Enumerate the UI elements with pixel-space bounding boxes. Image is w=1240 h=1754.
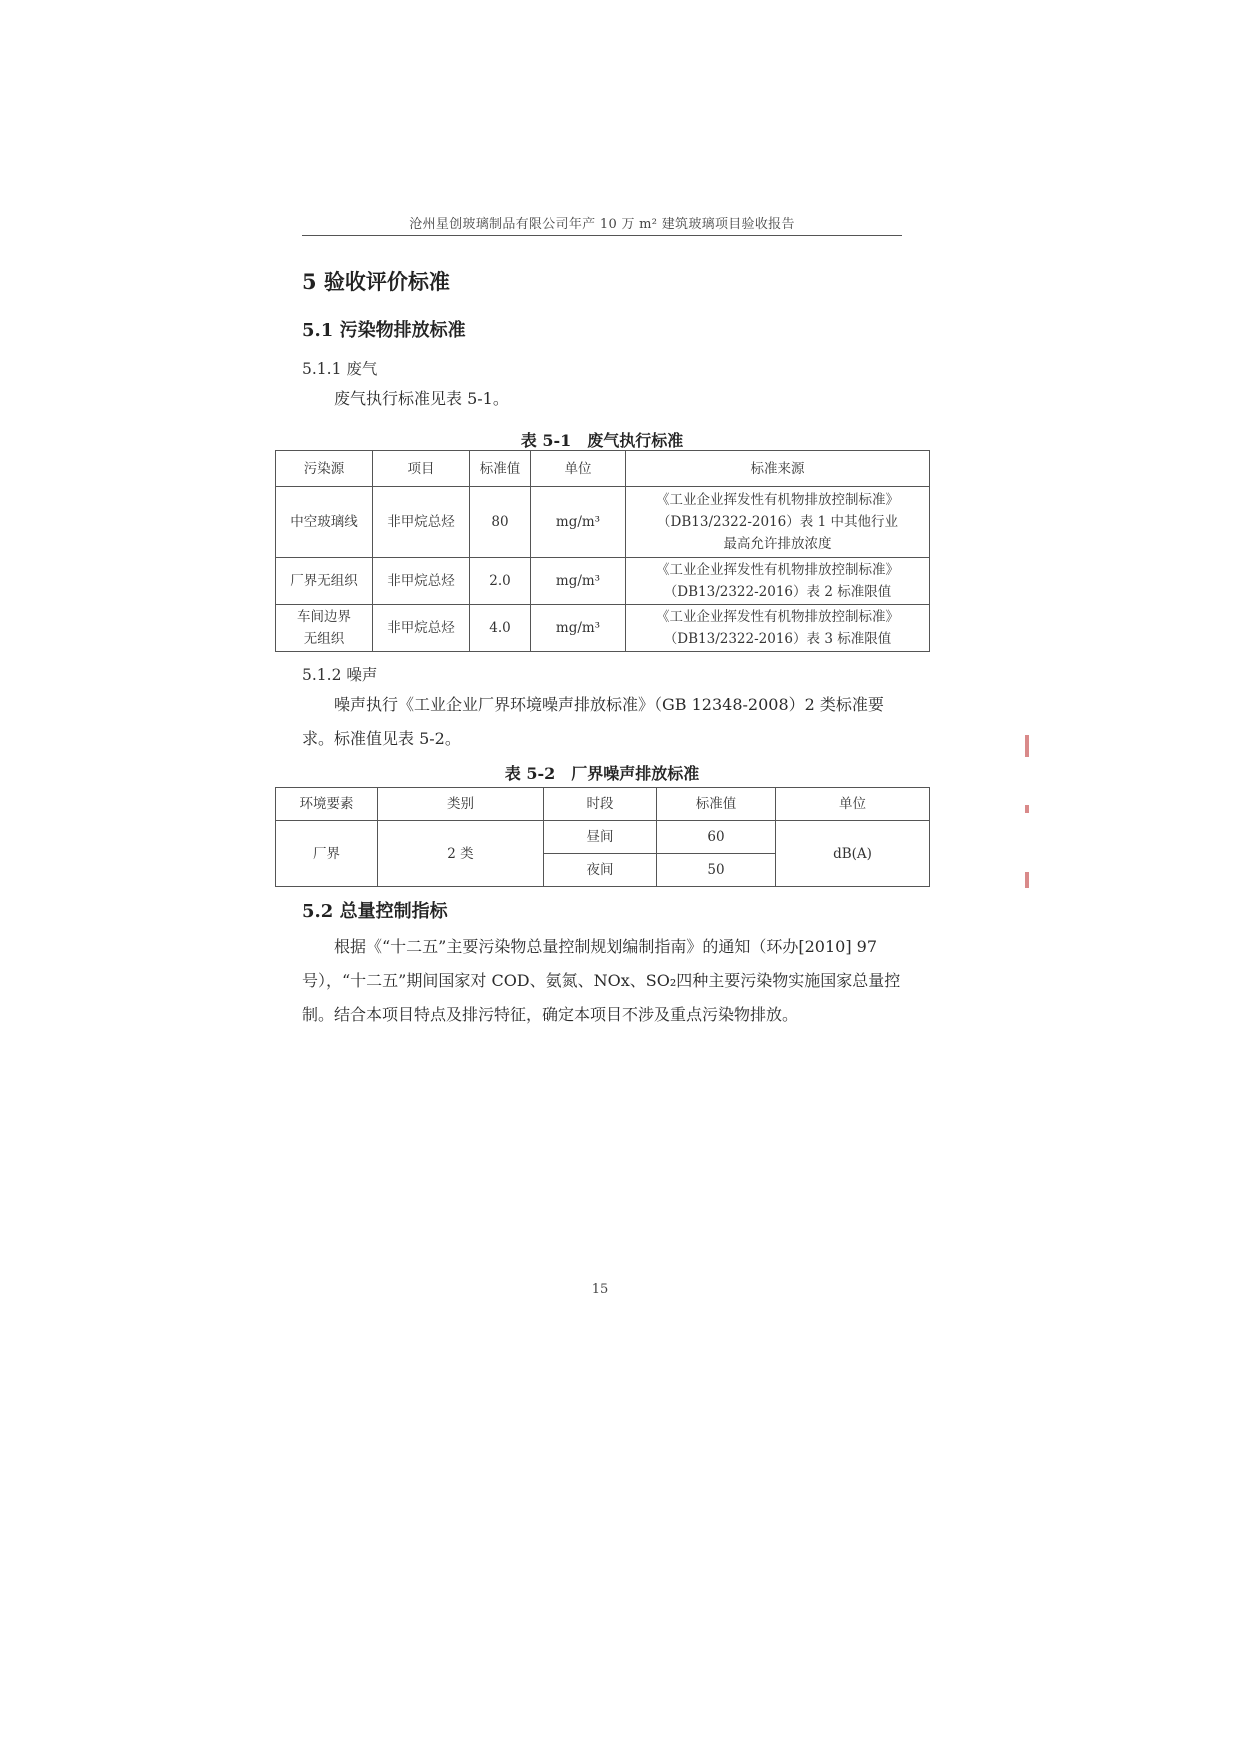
table-cell: 昼间 [544, 821, 657, 854]
scan-artifact-mark [1025, 872, 1029, 888]
scan-artifact-mark [1025, 735, 1029, 757]
table-header-cell: 单位 [776, 788, 930, 821]
table-cell: 厂界 [276, 821, 378, 887]
table-5-2-header-row [276, 788, 930, 821]
table-5-1 [275, 450, 930, 652]
table-5-2 [275, 787, 930, 887]
page-header: 沧州星创玻璃制品有限公司年产 10 万 m² 建筑玻璃项目验收报告 [409, 217, 795, 232]
table-cell: 夜间 [544, 854, 657, 887]
table-header-cell: 项目 [373, 451, 470, 487]
table-header-cell: 标准值 [657, 788, 776, 821]
table-cell: 《工业企业挥发性有机物排放控制标准》 （DB13/2322-2016）表 2 标准限值 [626, 558, 930, 605]
page-number: 15 [591, 1282, 609, 1297]
table-5-1-caption: 表 5-1 废气执行标准 [520, 431, 684, 450]
table-5-2-caption: 表 5-2 厂界噪声排放标准 [504, 764, 700, 783]
section-5-1-title: 5.1 污染物排放标准 [302, 320, 466, 341]
table-header-cell: 环境要素 [276, 788, 378, 821]
table-header-cell: 单位 [531, 451, 626, 487]
section-5-2-title: 5.2 总量控制指标 [302, 901, 448, 922]
table-header-cell: 标准来源 [626, 451, 930, 487]
table-cell: 非甲烷总烃 [373, 605, 470, 652]
table-header-cell: 类别 [378, 788, 544, 821]
table-cell: 《工业企业挥发性有机物排放控制标准》 （DB13/2322-2016）表 1 中其他行业 最高允许排放浓度 [626, 487, 930, 558]
table-cell: 50 [657, 854, 776, 887]
table-cell: 2 类 [378, 821, 544, 887]
table-cell: 2.0 [470, 558, 531, 605]
table-row [276, 605, 930, 652]
table-row [276, 487, 930, 558]
table-cell: 4.0 [470, 605, 531, 652]
table-cell: mg/m³ [531, 605, 626, 652]
table-cell: 非甲烷总烃 [373, 558, 470, 605]
scan-artifact-mark [1025, 805, 1029, 813]
noise-paragraph: 噪声执行《工业企业厂界环境噪声排放标准》（GB 12348-2008）2 类标准要求。标准值见表 5-2。 [302, 695, 884, 748]
table-cell: 《工业企业挥发性有机物排放控制标准》 （DB13/2322-2016）表 3 标准限值 [626, 605, 930, 652]
table-cell: 车间边界 无组织 [276, 605, 373, 652]
section-5-1-2-title: 5.1.2 噪声 [302, 666, 378, 684]
table-cell: mg/m³ [531, 558, 626, 605]
table-cell: 非甲烷总烃 [373, 487, 470, 558]
section-5-1-1-title: 5.1.1 废气 [302, 360, 378, 378]
table-header-cell: 时段 [544, 788, 657, 821]
waste-gas-intro: 废气执行标准见表 5-1。 [334, 389, 509, 408]
table-cell: 60 [657, 821, 776, 854]
header-rule [302, 235, 902, 236]
table-row [276, 821, 930, 854]
table-cell: 中空玻璃线 [276, 487, 373, 558]
table-header-cell: 污染源 [276, 451, 373, 487]
table-header-cell: 标准值 [470, 451, 531, 487]
table-row [276, 558, 930, 605]
table-5-1-header-row [276, 451, 930, 487]
table-cell: 厂界无组织 [276, 558, 373, 605]
table-cell: mg/m³ [531, 487, 626, 558]
table-cell: 80 [470, 487, 531, 558]
table-cell: dB(A) [776, 821, 930, 887]
total-control-paragraph: 根据《“十二五”主要污染物总量控制规划编制指南》的通知（环办[2010] 97 号），“十二五”期间国家对 COD、氨氮、NOx、SO₂四种主要污染物实施国家总量控制。结合本项目特点及排污特征，确定本项目不涉及重点污染物排放。 [302, 937, 901, 1024]
section-5-title: 5 验收评价标准 [302, 269, 450, 294]
